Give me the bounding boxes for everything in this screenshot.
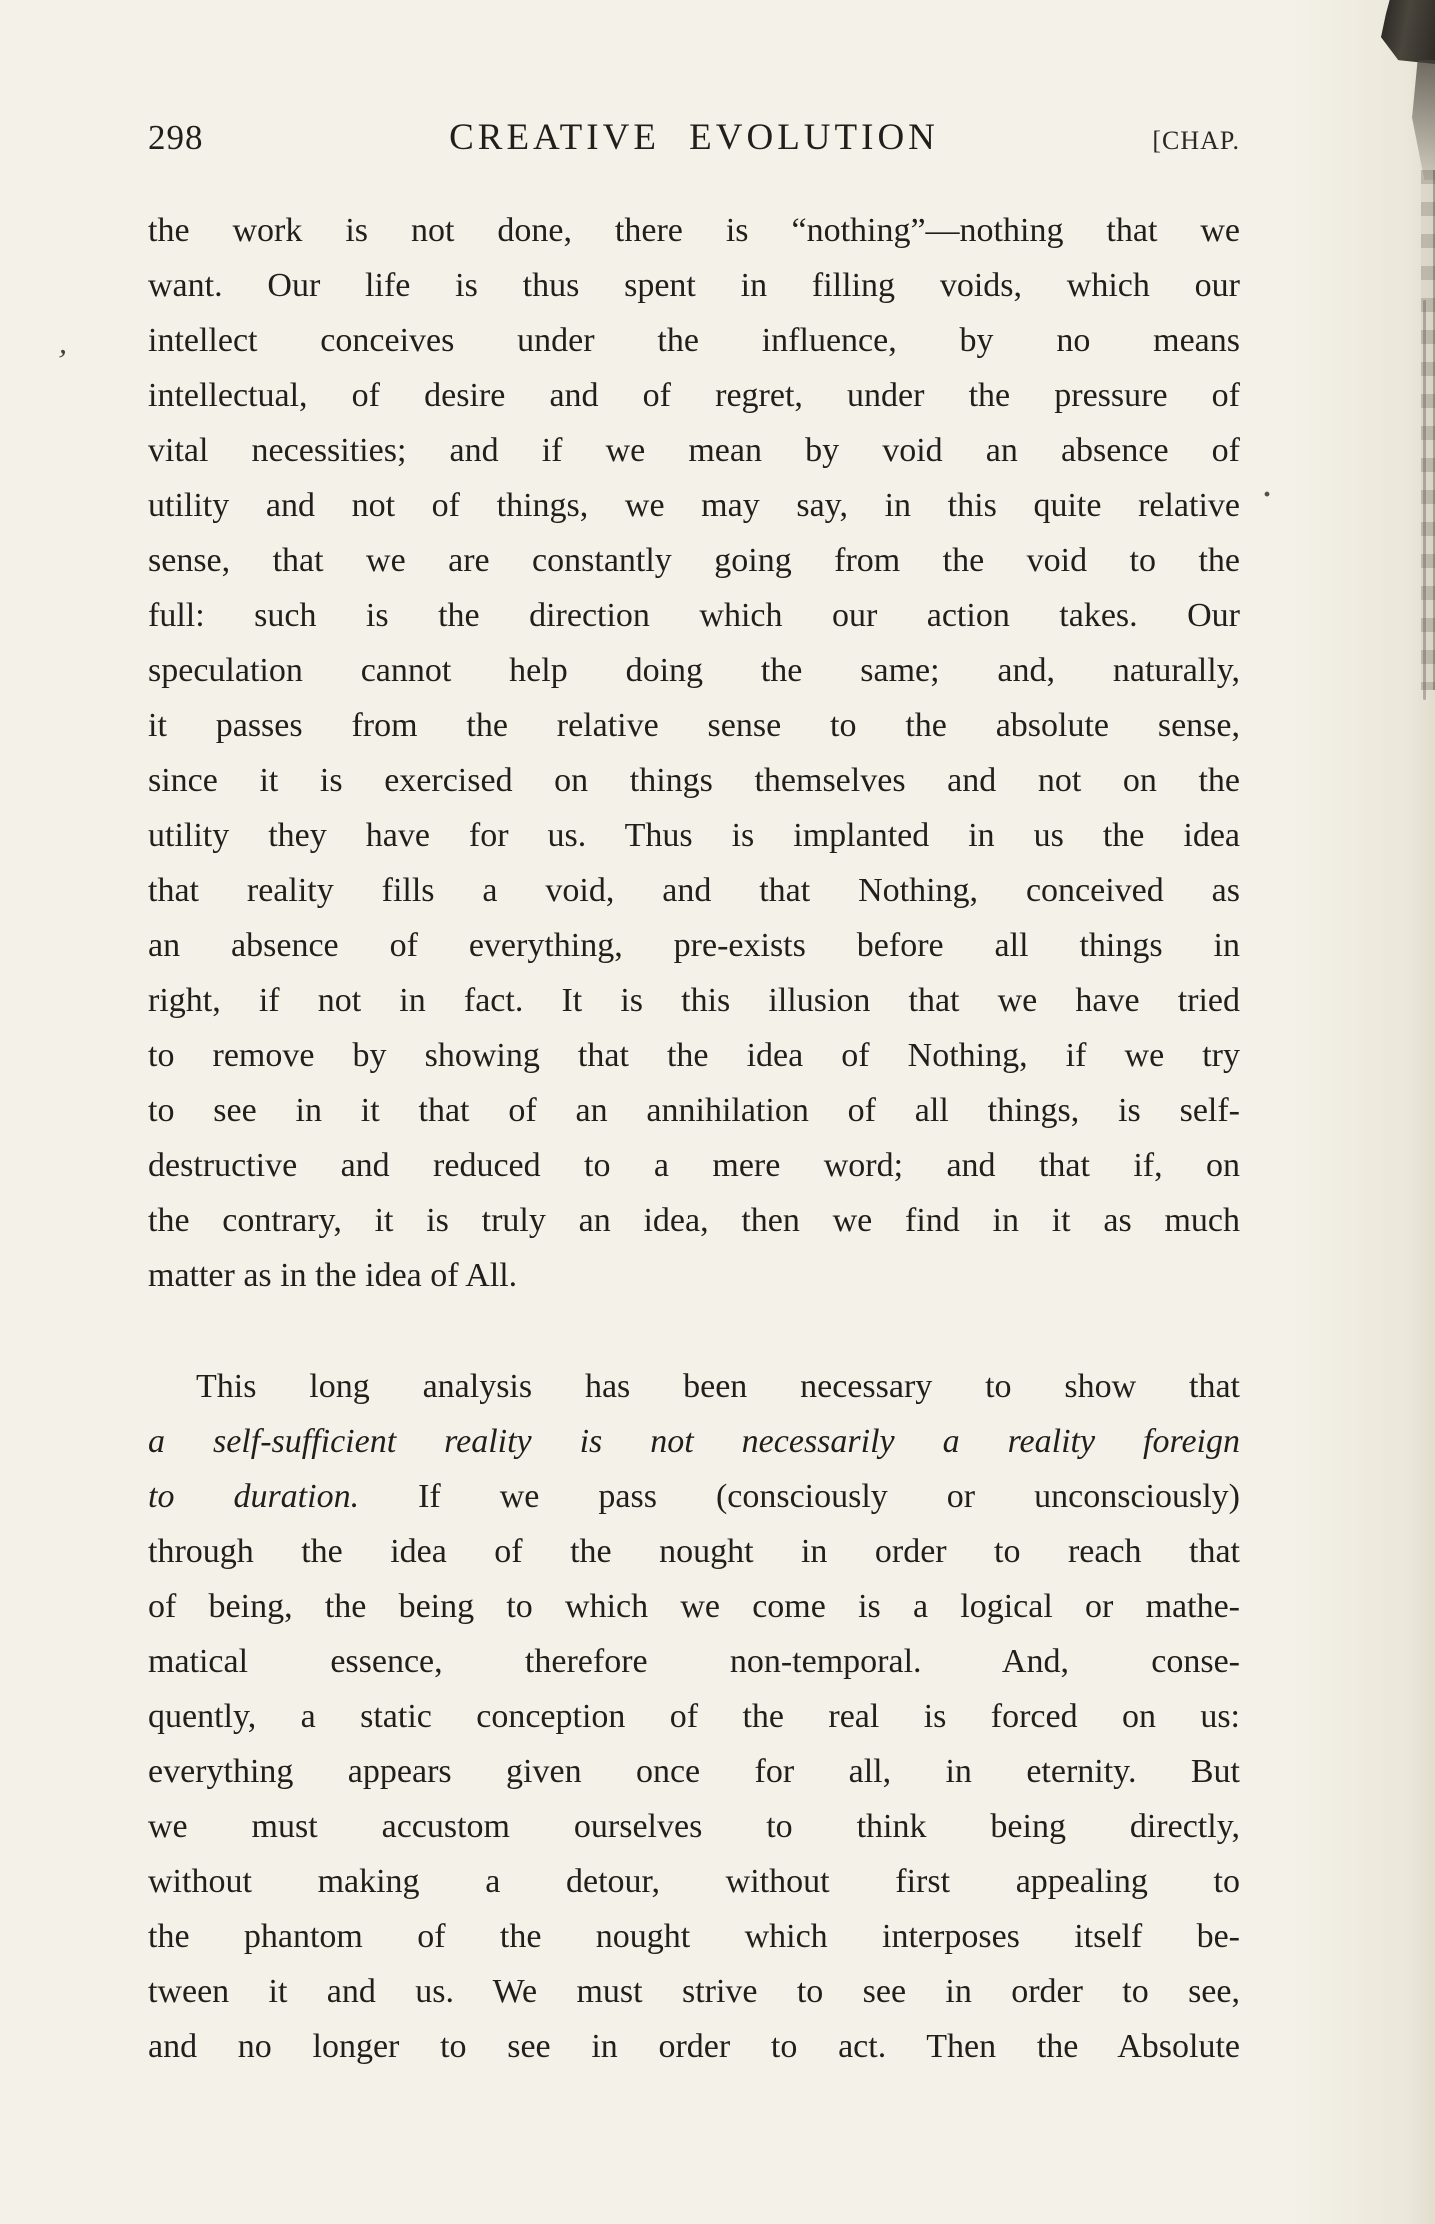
- text-segment: intellectual, of desire and of regret, under the pressure of: [148, 377, 1240, 414]
- text-line: [148, 918, 1240, 973]
- text-segment: quently, a static conception of the real is forced on us:: [148, 1698, 1240, 1735]
- page-edge-line: [1423, 300, 1426, 700]
- text-segment: speculation cannot help doing the same; and, naturally,: [148, 652, 1240, 689]
- text-segment: intellect conceives under the influence, by no means: [148, 322, 1240, 359]
- text-line: [148, 643, 1240, 698]
- text-segment: utility and not of things, we may say, in this quite relative: [148, 487, 1240, 524]
- chapter-marker: [CHAP.: [1152, 126, 1240, 155]
- text-segment: it passes from the relative sense to the absolute sense,: [148, 707, 1240, 744]
- text-line: [148, 1083, 1240, 1138]
- text-line: [148, 1469, 1240, 1524]
- text-segment: vital necessities; and if we mean by void an absence of: [148, 432, 1240, 469]
- text-segment: the contrary, it is truly an idea, then we find in it as much: [148, 1202, 1240, 1239]
- text-line: [148, 533, 1240, 588]
- text-line: [148, 1414, 1240, 1469]
- text-line: [148, 258, 1240, 313]
- text-line: [148, 1359, 1240, 1414]
- text-line: [148, 588, 1240, 643]
- text-segment: destructive and reduced to a mere word; and that if, on: [148, 1147, 1240, 1184]
- text-line: [148, 1964, 1240, 2019]
- text-segment: sense, that we are constantly going from the void to the: [148, 542, 1240, 579]
- text-segment: since it is exercised on things themselves and not on the: [148, 762, 1240, 799]
- text-line: [148, 1634, 1240, 1689]
- text-segment: This long analysis has been necessary to show that: [196, 1368, 1240, 1405]
- text-segment: matical essence, therefore non-temporal. And, conse-: [148, 1643, 1240, 1680]
- text-line: [148, 423, 1240, 478]
- text-segment: and no longer to see in order to act. Then the Absolute: [148, 2028, 1240, 2065]
- text-segment: an absence of everything, pre-exists before all things in: [148, 927, 1240, 964]
- text-segment: the work is not done, there is “nothing”—nothing that we: [148, 212, 1240, 249]
- text-line: [148, 863, 1240, 918]
- text-segment: If we pass (consciously or unconsciously): [359, 1478, 1240, 1515]
- paragraph: [148, 203, 1240, 1303]
- text-segment: everything appears given once for all, in eternity. But: [148, 1753, 1240, 1790]
- text-segment: to see in it that of an annihilation of all things, is self-: [148, 1092, 1240, 1129]
- text-line: [148, 753, 1240, 808]
- text-segment: of being, the being to which we come is a logical or mathe-: [148, 1588, 1240, 1625]
- page-edge-smudge: [1407, 60, 1435, 180]
- text-line: [148, 1248, 1240, 1303]
- text-block: [148, 203, 1240, 2074]
- paragraph: [148, 1359, 1240, 2074]
- italic-text-segment: to duration.: [148, 1478, 360, 1515]
- text-segment: to remove by showing that the idea of Nothing, if we try: [148, 1037, 1240, 1074]
- text-segment: we must accustom ourselves to think being directly,: [148, 1808, 1240, 1845]
- text-segment: full: such is the direction which our action takes. Our: [148, 597, 1240, 634]
- italic-text-segment: a self-sufficient reality is not necessarily a reality foreign: [148, 1423, 1240, 1460]
- text-segment: without making a detour, without first appealing to: [148, 1863, 1240, 1900]
- running-title: CREATIVE EVOLUTION: [449, 117, 939, 158]
- dust-speck: ·: [1262, 478, 1279, 511]
- text-segment: right, if not in fact. It is this illusion that we have tried: [148, 982, 1240, 1019]
- text-line: [148, 1524, 1240, 1579]
- text-line: [148, 1799, 1240, 1854]
- text-segment: utility they have for us. Thus is implanted in us the idea: [148, 817, 1240, 854]
- text-line: [148, 1854, 1240, 1909]
- text-line: [148, 1744, 1240, 1799]
- text-line: [148, 1028, 1240, 1083]
- text-line: [148, 2019, 1240, 2074]
- text-line: [148, 1193, 1240, 1248]
- text-line: [148, 368, 1240, 423]
- text-line: [148, 973, 1240, 1028]
- text-segment: tween it and us. We must strive to see in order to see,: [148, 1973, 1240, 2010]
- text-line: [148, 313, 1240, 368]
- text-line: [148, 1138, 1240, 1193]
- text-line: [148, 203, 1240, 258]
- text-segment: that reality fills a void, and that Nothing, conceived as: [148, 872, 1240, 909]
- margin-stray-mark: ʼ: [53, 341, 70, 379]
- text-segment: matter as in the idea of All.: [148, 1257, 518, 1294]
- page-edge-shadow-icon: [1381, 0, 1435, 64]
- text-line: [148, 808, 1240, 863]
- text-line: [148, 1909, 1240, 1964]
- page-header: [148, 116, 1240, 159]
- page-content: [148, 0, 1240, 2074]
- text-segment: through the idea of the nought in order to reach that: [148, 1533, 1240, 1570]
- text-line: [148, 478, 1240, 533]
- page-number: 298: [148, 118, 204, 157]
- text-segment: want. Our life is thus spent in filling voids, which our: [148, 267, 1240, 304]
- text-line: [148, 1689, 1240, 1744]
- text-line: [148, 1579, 1240, 1634]
- text-segment: the phantom of the nought which interposes itself be-: [148, 1918, 1240, 1955]
- text-line: [148, 698, 1240, 753]
